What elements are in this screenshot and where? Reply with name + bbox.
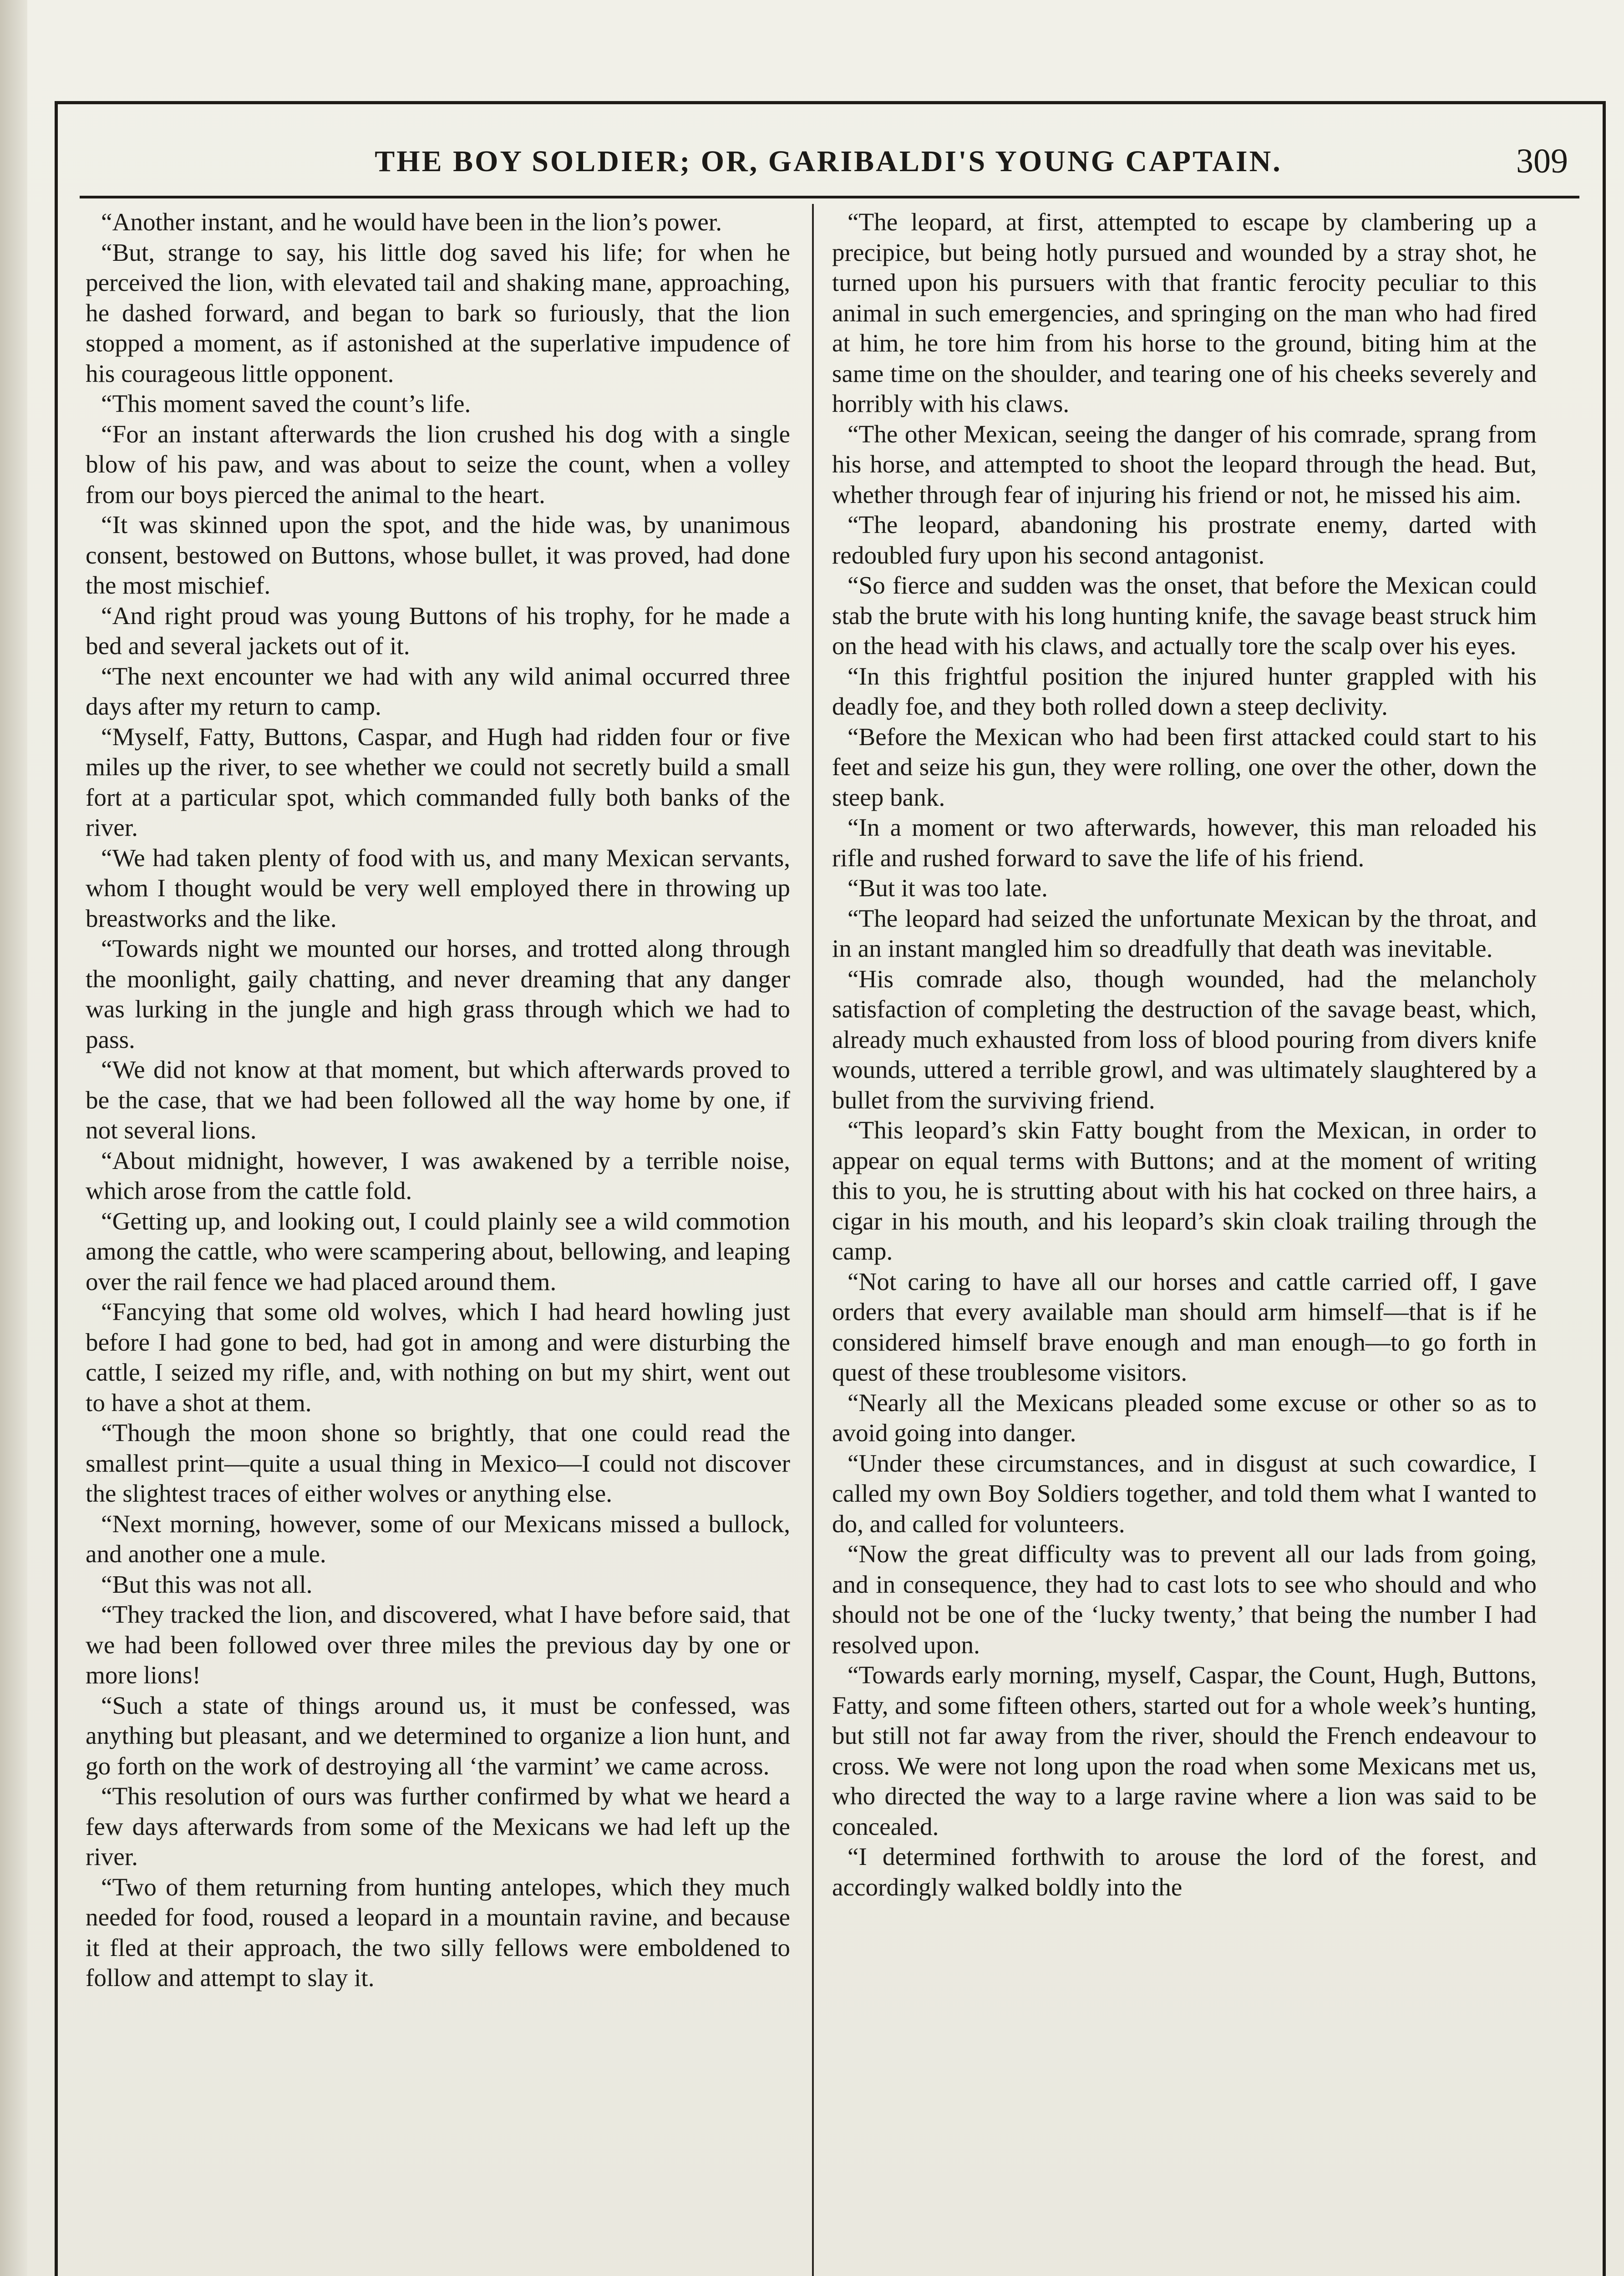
page-number: 309 (1516, 142, 1568, 180)
paragraph: “Getting up, and looking out, I could plainly see a wild commotion among the cattle, who were scampering about, bellowing, and leaping over the rail fence we had placed around them. (86, 1207, 790, 1295)
running-title: THE BOY SOLDIER; OR, GARIBALDI'S YOUNG CAPTAIN. (375, 145, 1282, 178)
paragraph: “Not caring to have all our horses and cattle carried off, I gave orders that every available man should arm himself—that is if he considered himself brave enough and man enough—to go forth in quest of these troublesome visitors. (832, 1267, 1537, 1386)
paragraph: “The leopard, at first, attempted to escape by clambering up a precipice, but being hotly pursued and wounded by a stray shot, he turned upon his pursuers with that frantic ferocity peculiar to this animal in such emergencies, and springing on the man who had fired at him, he tore him from his horse to the ground, biting him at the same time on the shoulder, and tearing one of his cheeks severely and horribly with his claws. (832, 208, 1537, 417)
paragraph: “This resolution of ours was further confirmed by what we heard a few days afterwards from some of the Mexicans we had left up the river. (86, 1782, 790, 1870)
paragraph: “We had taken plenty of food with us, and many Mexican servants, whom I thought would be very well employed there in throwing up breastworks and the like. (86, 843, 790, 932)
column-divider (812, 204, 814, 2276)
paragraph: “Now the great difficulty was to prevent all our lads from going, and in consequence, they had to cast lots to see who should and who should not be one of the ‘lucky twenty,’ that being the number I had resolved upon. (832, 1540, 1537, 1659)
paragraph: “So fierce and sudden was the onset, that before the Mexican could stab the brute with his long hunting knife, the savage beast struck him on the head with his claws, and actually tore the scalp over his eyes. (832, 571, 1537, 660)
paragraph: “And right proud was young Buttons of his trophy, for he made a bed and several jackets out of it. (86, 601, 790, 660)
paragraph: “But this was not all. (101, 1570, 313, 1598)
paragraph: “This leopard’s skin Fatty bought from the Mexican, in order to appear on equal terms with Buttons; and at the moment of writing this to you, he is strutting about with his hat cocked on three hairs, a cigar in his mouth, and his leopard’s skin cloak trailing through the camp. (832, 1116, 1537, 1265)
paragraph: “Towards early morning, myself, Caspar, the Count, Hugh, Buttons, Fatty, and some fifteen others, started out for a whole week’s hunting, but still not far away from the river, should the French endeavour to cross. We were not long upon the road when some Mexicans met us, who directed the way to a large ravine where a lion was said to be concealed. (832, 1661, 1537, 1840)
text-column-left (86, 207, 790, 2276)
paragraph: “His comrade also, though wounded, had the melancholy satisfaction of completing the destruction of the savage beast, which, already much exhausted from loss of blood pouring from divers knife wounds, uttered a terrible growl, and was ultimately slaughtered by a bullet from the surviving friend. (832, 965, 1537, 1114)
paragraph: “But, strange to say, his little dog saved his life; for when he perceived the lion, with elevated tail and shaking mane, approaching, he dashed forward, and began to bark so furiously, that the lion stopped a moment, as if astonished at the superlative impudence of his courageous little opponent. (86, 238, 790, 387)
paragraph: “Nearly all the Mexicans pleaded some excuse or other so as to avoid going into danger. (832, 1388, 1537, 1447)
paragraph: “This moment saved the count’s life. (101, 390, 471, 417)
binding-shadow (0, 0, 27, 2276)
paragraph: “In a moment or two afterwards, however, this man reloaded his rifle and rushed forward to save the life of his friend. (832, 813, 1537, 872)
paragraph: “The leopard had seized the unfortunate Mexican by the throat, and in an instant mangled him so dreadfully that death was inevitable. (832, 904, 1537, 962)
paragraph: “They tracked the lion, and discovered, what I have before said, that we had been followed over three miles the previous day by one or more lions! (86, 1600, 790, 1689)
paragraph: “For an instant afterwards the lion crushed his dog with a single blow of his paw, and was about to seize the count, when a volley from our boys pierced the animal to the heart. (86, 420, 790, 508)
paragraph: “Another instant, and he would have been in the lion’s power. (101, 208, 722, 236)
paragraph: “About midnight, however, I was awakened by a terrible noise, which arose from the cattle fold. (86, 1146, 790, 1204)
paragraph: “In this frightful position the injured hunter grappled with his deadly foe, and they both rolled down a steep declivity. (832, 662, 1537, 720)
paragraph: “I determined forthwith to arouse the lord of the forest, and accordingly walked boldly into the (832, 1843, 1537, 1901)
text-column-right (832, 207, 1537, 2276)
paragraph: “The other Mexican, seeing the danger of his comrade, sprang from his horse, and attempted to shoot the leopard through the head. But, whether through fear of injuring his friend or not, he missed his aim. (832, 420, 1537, 508)
paragraph: “But it was too late. (848, 874, 1048, 902)
paragraph: “Under these circumstances, and in disgust at such cowardice, I called my own Boy Soldiers together, and told them what I wanted to do, and called for volunteers. (832, 1449, 1537, 1538)
running-header (80, 134, 1577, 189)
paragraph: “Such a state of things around us, it must be confessed, was anything but pleasant, and we determined to organize a lion hunt, and go forth on the work of destroying all ‘the varmint’ we came across. (86, 1691, 790, 1780)
paragraph: “Though the moon shone so brightly, that one could read the smallest print—quite a usual thing in Mexico—I could not discover the slightest traces of either wolves or anything else. (86, 1419, 790, 1507)
paragraph: “Next morning, however, some of our Mexicans missed a bullock, and another one a mule. (86, 1509, 790, 1568)
paragraph: “The leopard, abandoning his prostrate enemy, darted with redoubled fury upon his second antagonist. (832, 511, 1537, 569)
header-rule (80, 196, 1579, 198)
paragraph: “Myself, Fatty, Buttons, Caspar, and Hugh had ridden four or five miles up the river, to see whether we could not secretly build a small fort at a particular spot, which commanded fully both banks of the river. (86, 722, 790, 841)
paragraph: “The next encounter we had with any wild animal occurred three days after my return to camp. (86, 662, 790, 720)
paragraph: “Fancying that some old wolves, which I had heard howling just before I had gone to bed, had got in among and were disturbing the cattle, I seized my rifle, and, with nothing on but my shirt, went out to have a shot at them. (86, 1298, 790, 1417)
paragraph: “We did not know at that moment, but which afterwards proved to be the case, that we had been followed all the way home by one, if not several lions. (86, 1056, 790, 1144)
paragraph: “It was skinned upon the spot, and the hide was, by unanimous consent, bestowed on Buttons, whose bullet, it was proved, had done the most mischief. (86, 511, 790, 599)
paragraph: “Two of them returning from hunting antelopes, which they much needed for food, roused a leopard in a mountain ravine, and because it fled at their approach, the two silly fellows were emboldened to follow and attempt to slay it. (86, 1873, 790, 1992)
paragraph: “Towards night we mounted our horses, and trotted along through the moonlight, gaily chatting, and never dreaming that any danger was lurking in the jungle and high grass through which we had to pass. (86, 935, 790, 1053)
paragraph: “Before the Mexican who had been first attacked could start to his feet and seize his gun, they were rolling, one over the other, down the steep bank. (832, 722, 1537, 811)
